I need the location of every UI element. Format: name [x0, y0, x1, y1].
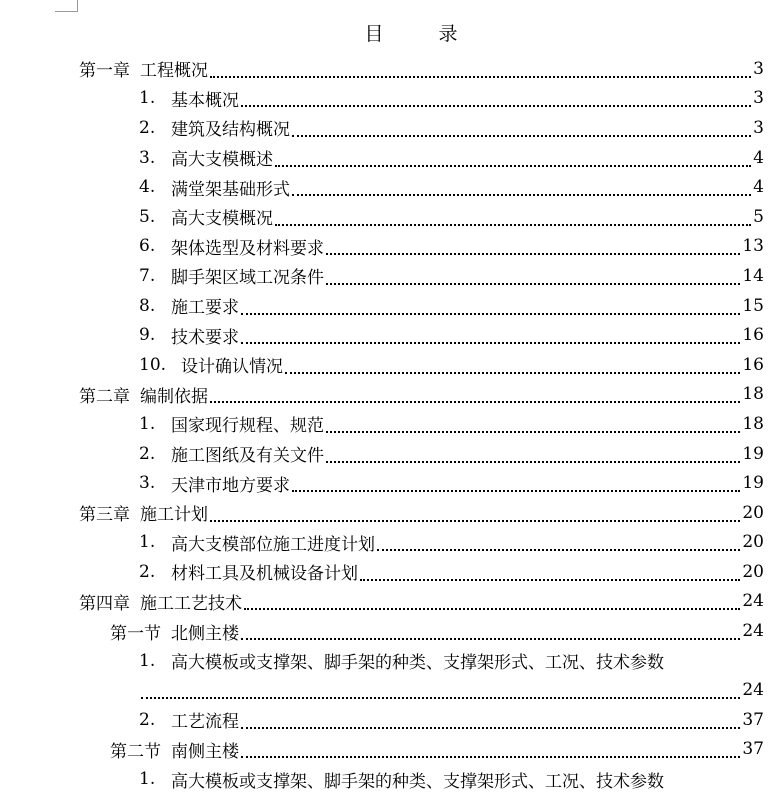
toc-entry-text: 施工计划: [140, 505, 208, 526]
toc-entry-page-number: 16: [742, 354, 764, 375]
toc-entry-text: 国家现行规程、规范: [171, 416, 324, 437]
toc-entry-number: 第三章: [79, 505, 130, 526]
toc-entry[interactable]: [0, 557, 778, 587]
toc-entry-text: 设计确认情况: [181, 357, 283, 378]
toc-entry-number: 1.: [139, 532, 156, 553]
toc-entry[interactable]: [0, 498, 778, 528]
toc-entry-number: 2.: [139, 561, 156, 582]
toc-dot-leader: [244, 608, 740, 610]
toc-entry[interactable]: [0, 409, 778, 439]
toc-entry-page-number: 19: [742, 473, 764, 494]
toc-entry-number: 6.: [139, 236, 156, 257]
toc-entry[interactable]: [0, 54, 778, 84]
toc-dot-leader: [141, 697, 740, 699]
toc-entry-text: 南侧主楼: [171, 741, 239, 762]
toc-entry-text: 高大支模部位施工进度计划: [171, 534, 375, 555]
toc-entry-page-number: 15: [742, 295, 764, 316]
toc-entry-number: 8.: [139, 295, 156, 316]
page-corner-mark: [55, 0, 78, 12]
toc-entry[interactable]: [0, 113, 778, 143]
toc-entry-page-number: 18: [742, 413, 764, 434]
toc-entry-text: 工程概况: [140, 61, 208, 82]
toc-entry-page-number: 24: [742, 680, 764, 701]
toc-entry-text: 技术要求: [171, 327, 239, 348]
toc-dot-leader: [210, 520, 740, 522]
toc-entry-page-number: 5: [753, 206, 764, 227]
toc-list: [0, 54, 778, 794]
toc-entry-page-number: 3: [753, 88, 764, 109]
toc-entry-text: 满堂架基础形式: [171, 179, 290, 200]
toc-entry-page-number: 24: [742, 591, 764, 612]
toc-entry-number: 4.: [139, 177, 156, 198]
toc-entry[interactable]: [0, 172, 778, 202]
toc-entry[interactable]: [0, 705, 778, 735]
toc-entry-page-number: 20: [742, 561, 764, 582]
toc-entry-page-number: 4: [753, 177, 764, 198]
toc-entry-page-number: 3: [753, 58, 764, 79]
toc-dot-leader: [360, 579, 740, 581]
toc-entry[interactable]: [0, 291, 778, 321]
toc-entry[interactable]: [0, 143, 778, 173]
toc-entry[interactable]: [0, 261, 778, 291]
toc-dot-leader: [377, 549, 740, 551]
toc-dot-leader: [292, 135, 751, 137]
toc-entry-number: 10.: [139, 354, 167, 375]
toc-entry-text: 高大模板或支撑架、脚手架的种类、支撑架形式、工况、技术参数: [171, 771, 664, 792]
toc-entry-text: 施工工艺技术: [140, 593, 242, 614]
toc-entry[interactable]: [0, 380, 778, 410]
toc-dot-leader: [275, 224, 751, 226]
toc-dot-leader: [210, 76, 751, 78]
toc-entry-page-number: 18: [742, 384, 764, 405]
toc-entry-number: 1.: [139, 88, 156, 109]
toc-entry[interactable]: [0, 764, 778, 794]
toc-entry-text: 施工图纸及有关文件: [171, 446, 324, 467]
toc-entry[interactable]: [0, 202, 778, 232]
toc-dot-leader: [241, 342, 740, 344]
toc-dot-leader: [241, 105, 751, 107]
toc-entry-text: 建筑及结构概况: [171, 120, 290, 141]
toc-entry-text: 脚手架区域工况条件: [171, 268, 324, 289]
toc-entry[interactable]: [0, 587, 778, 617]
toc-entry-number: 2.: [139, 443, 156, 464]
toc-dot-leader: [275, 165, 751, 167]
toc-entry-number: 1.: [139, 769, 156, 790]
toc-entry-text: 编制依据: [140, 386, 208, 407]
toc-entry-page-number: 16: [742, 325, 764, 346]
toc-title: 目 录: [364, 23, 476, 45]
toc-entry-text: 工艺流程: [171, 712, 239, 733]
toc-entry-number: 第四章: [79, 593, 130, 614]
toc-entry-page-number: 4: [753, 147, 764, 168]
toc-entry-number: 1.: [139, 413, 156, 434]
toc-entry-page-number: 14: [742, 265, 764, 286]
toc-dot-leader: [241, 638, 740, 640]
toc-dot-leader: [241, 756, 740, 758]
toc-dot-leader: [326, 431, 740, 433]
toc-entry-number: 2.: [139, 709, 156, 730]
toc-dot-leader: [326, 253, 740, 255]
toc-entry-text: 高大支模概况: [171, 209, 273, 230]
toc-dot-leader: [210, 401, 740, 403]
toc-entry-number: 3.: [139, 147, 156, 168]
toc-dot-leader: [285, 372, 740, 374]
toc-entry[interactable]: [0, 735, 778, 765]
toc-dot-leader: [241, 727, 740, 729]
toc-entry[interactable]: [0, 646, 778, 676]
toc-entry-page-number: 3: [753, 117, 764, 138]
toc-entry[interactable]: [0, 439, 778, 469]
toc-dot-leader: [326, 461, 740, 463]
toc-entry[interactable]: [0, 528, 778, 558]
toc-entry-number: 3.: [139, 473, 156, 494]
toc-entry-number: 1.: [139, 650, 156, 671]
toc-dot-leader: [292, 194, 751, 196]
toc-entry-number: 7.: [139, 265, 156, 286]
toc-entry-text: 高大支模概述: [171, 150, 273, 171]
toc-entry-page-number: 20: [742, 502, 764, 523]
toc-entry[interactable]: [0, 350, 778, 380]
toc-entry-page-number: 20: [742, 532, 764, 553]
toc-entry-page-number: 37: [742, 739, 764, 760]
toc-entry[interactable]: [0, 616, 778, 646]
toc-entry-number: 9.: [139, 325, 156, 346]
toc-dot-leader: [241, 313, 740, 315]
toc-entry[interactable]: [0, 84, 778, 114]
toc-dot-leader: [326, 283, 740, 285]
toc-entry[interactable]: [0, 468, 778, 498]
toc-entry-page-number: 19: [742, 443, 764, 464]
toc-entry[interactable]: [0, 675, 778, 705]
toc-entry-page-number: 13: [742, 236, 764, 257]
toc-entry-text: 高大模板或支撑架、脚手架的种类、支撑架形式、工况、技术参数: [171, 653, 664, 674]
toc-entry-text: 基本概况: [171, 90, 239, 111]
toc-entry[interactable]: [0, 232, 778, 262]
toc-entry-text: 北侧主楼: [171, 623, 239, 644]
toc-entry-number: 第一节: [110, 623, 161, 644]
toc-entry-number: 第二节: [110, 741, 161, 762]
toc-dot-leader: [292, 490, 740, 492]
toc-entry-number: 第一章: [79, 61, 130, 82]
toc-entry-page-number: 24: [742, 621, 764, 642]
toc-entry-page-number: 37: [742, 709, 764, 730]
toc-entry-number: 5.: [139, 206, 156, 227]
toc-entry[interactable]: [0, 320, 778, 350]
toc-entry-text: 天津市地方要求: [171, 475, 290, 496]
toc-entry-text: 架体选型及材料要求: [171, 238, 324, 259]
toc-entry-number: 2.: [139, 117, 156, 138]
toc-entry-text: 施工要求: [171, 298, 239, 319]
toc-entry-number: 第二章: [79, 386, 130, 407]
toc-entry-text: 材料工具及机械设备计划: [171, 564, 358, 585]
